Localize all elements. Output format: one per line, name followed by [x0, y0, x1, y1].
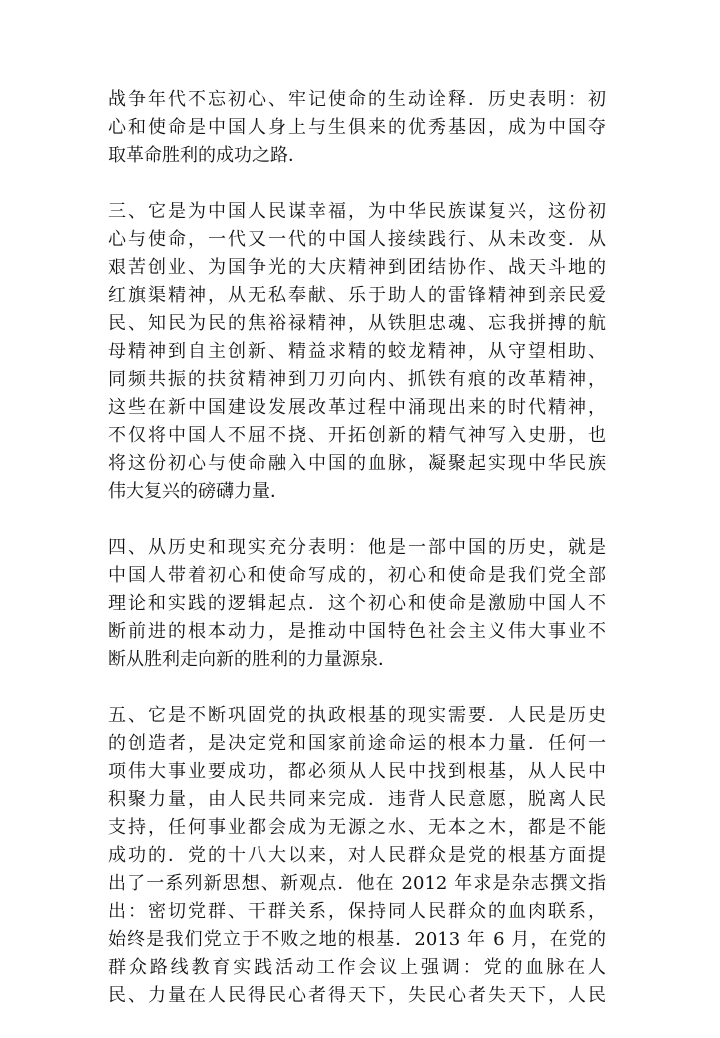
paragraph-3 — [108, 534, 606, 674]
text-line: 三、它是为中国人民谋幸福，为中华民族谋复兴，这份初 — [108, 201, 606, 222]
text-line: 不仅将中国人不屈不挠、开拓创新的精气神写入史册，也 — [108, 425, 606, 446]
text-line: 战争年代不忘初心、牢记使命的生动诠释．历史表明：初 — [108, 89, 606, 110]
text-line: 中国人带着初心和使命写成的，初心和使命是我们党全部 — [108, 565, 606, 586]
text-line: 成功的．党的十八大以来，对人民群众是党的根基方面提 — [108, 845, 606, 866]
text-line: 理论和实践的逻辑起点．这个初心和使命是激励中国人不 — [108, 593, 606, 614]
text-line: 的创造者，是决定党和国家前途命运的根本力量．任何一 — [108, 733, 606, 754]
text-line: 支持，任何事业都会成为无源之水、无本之木，都是不能 — [108, 817, 606, 838]
text-line: 取革命胜利的成功之路． — [108, 145, 306, 166]
text-line: 民、知民为民的焦裕禄精神，从铁胆忠魂、忘我拼搏的航 — [108, 313, 606, 334]
text-line: 四、从历史和现实充分表明：他是一部中国的历史，就是 — [108, 537, 606, 558]
paragraph-2 — [108, 198, 606, 506]
text-line: 心与使命，一代又一代的中国人接续践行、从未改变．从 — [108, 229, 606, 250]
text-line: 断前进的根本动力，是推动中国特色社会主义伟大事业不 — [108, 621, 606, 642]
text-line: 红旗渠精神，从无私奉献、乐于助人的雷锋精神到亲民爱 — [108, 285, 606, 306]
text-line: 母精神到自主创新、精益求精的蛟龙精神，从守望相助、 — [108, 341, 606, 362]
text-line: 伟大复兴的磅礴力量． — [108, 481, 288, 502]
text-line: 断从胜利走向新的胜利的力量源泉． — [108, 649, 396, 670]
text-line: 始终是我们党立于不败之地的根基．2013 年 6 月，在党的 — [108, 929, 606, 950]
text-line: 五、它是不断巩固党的执政根基的现实需要．人民是历史 — [108, 705, 606, 726]
text-line: 艰苦创业、为国争光的大庆精神到团结协作、战天斗地的 — [108, 257, 606, 278]
text-line: 同频共振的扶贫精神到刀刃向内、抓铁有痕的改革精神， — [108, 369, 606, 390]
text-line: 出：密切党群、干群关系，保持同人民群众的血肉联系， — [108, 901, 606, 922]
paragraph-1 — [108, 86, 606, 170]
text-line: 这些在新中国建设发展改革过程中涌现出来的时代精神， — [108, 397, 606, 418]
text-line: 将这份初心与使命融入中国的血脉，凝聚起实现中华民族 — [108, 453, 606, 474]
text-line: 出了一系列新思想、新观点．他在 2012 年求是杂志撰文指 — [108, 873, 606, 894]
text-line: 心和使命是中国人身上与生俱来的优秀基因，成为中国夺 — [108, 117, 606, 138]
text-line: 积聚力量，由人民共同来完成．违背人民意愿，脱离人民 — [108, 789, 606, 810]
text-line: 项伟大事业要成功，都必须从人民中找到根基，从人民中 — [108, 761, 606, 782]
paragraph-4 — [108, 702, 606, 1010]
text-line: 民、力量在人民得民心者得天下，失民心者失天下，人民 — [108, 985, 606, 1006]
document-body — [108, 86, 606, 1038]
text-line: 群众路线教育实践活动工作会议上强调：党的血脉在人 — [108, 957, 606, 978]
